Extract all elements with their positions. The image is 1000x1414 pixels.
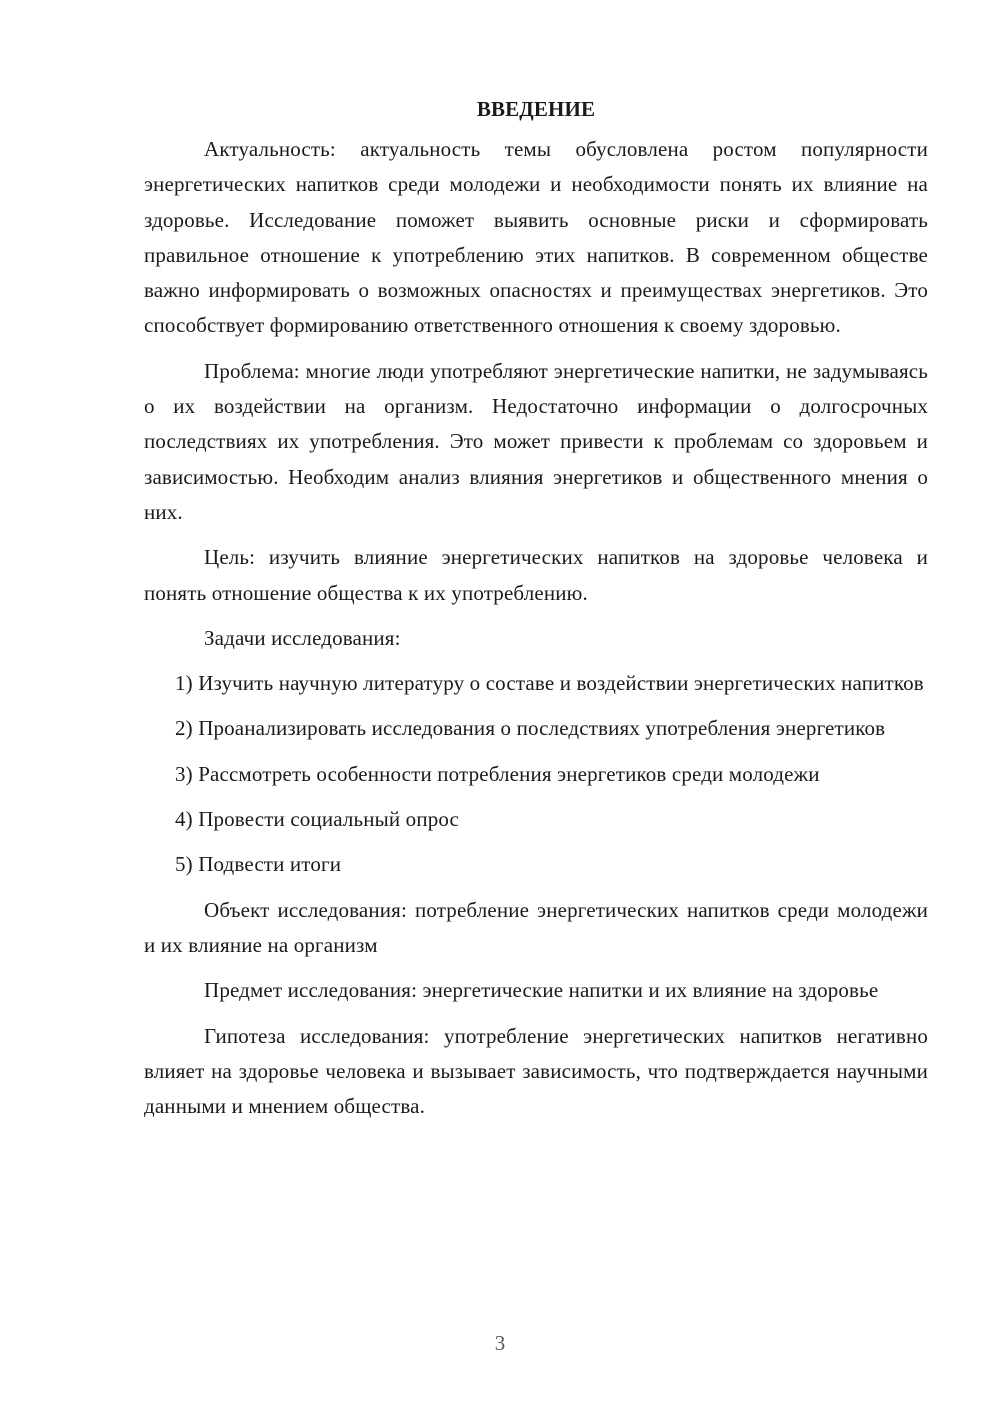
problem-paragraph: Проблема: многие люди употребляют энергетические напитки, не задумываясь о их воздействии на организм. Недостаточно информации о долгосрочных последствиях их употребления. Это может привести к проблемам со здоровьем и зависимостью. Необходим анализ влияния энергетиков и общественного мнения о них. <box>144 358 928 524</box>
subject-paragraph: Предмет исследования: энергетические напитки и их влияние на здоровье <box>204 978 879 1003</box>
task-item-4: 4) Провести социальный опрос <box>175 807 460 832</box>
goal-paragraph: Цель: изучить влияние энергетических напитков на здоровье человека и понять отношение общества к их употреблению. <box>144 545 928 605</box>
document-page <box>144 88 928 1134</box>
task-item-2: 2) Проанализировать исследования о последствиях употребления энергетиков <box>175 716 886 741</box>
hypothesis-paragraph: Гипотеза исследования: употребление энергетических напитков негативно влияет на здоровье человека и вызывает зависимость, что подтверждается научными данными и мнением общества. <box>144 1023 928 1119</box>
task-item-1: 1) Изучить научную литературу о составе и воздействии энергетических напитков <box>175 671 924 696</box>
task-item-3: 3) Рассмотреть особенности потребления энергетиков среди молодежи <box>175 761 820 786</box>
object-paragraph: Объект исследования: потребление энергетических напитков среди молодежи и их влияние на организм <box>144 897 928 957</box>
relevance-paragraph: Актуальность: актуальность темы обусловлена ростом популярности энергетических напитков среди молодежи и необходимости понять их влияние на здоровье. Исследование поможет выявить основные риски и сформировать правильное отношение к употреблению этих напитков. В современном обществе важно информировать о возможных опасностях и преимуществах энергетиков. Это способствует формированию ответственного отношения к своему здоровью. <box>144 137 928 338</box>
task-item-5: 5) Подвести итоги <box>175 852 342 877</box>
page-title: ВВЕДЕНИЕ <box>476 97 596 121</box>
tasks-heading: Задачи исследования: <box>204 625 401 650</box>
page-number: 3 <box>494 1331 506 1355</box>
